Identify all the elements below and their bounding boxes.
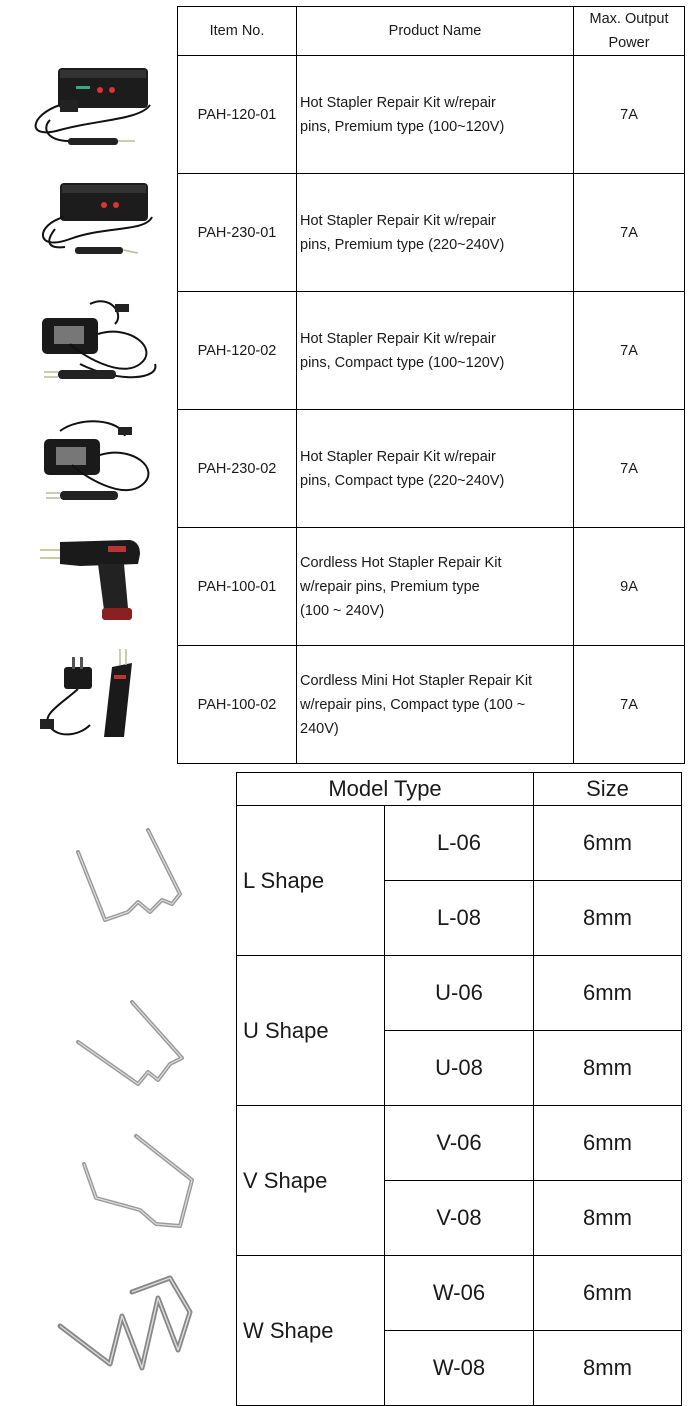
table-row bbox=[237, 806, 682, 881]
model-cell: W-08 bbox=[385, 1331, 534, 1406]
model-cell: V-08 bbox=[385, 1181, 534, 1256]
table-row bbox=[178, 56, 685, 174]
power-cell: 7A bbox=[574, 174, 685, 292]
item-no-cell: PAH-230-01 bbox=[178, 174, 297, 292]
table-row bbox=[178, 410, 685, 528]
table-row bbox=[178, 528, 685, 646]
header-power-line1: Max. Output bbox=[589, 11, 669, 27]
size-cell: 8mm bbox=[534, 1031, 682, 1106]
adapter-kit-icon bbox=[20, 411, 170, 511]
item-no-cell: PAH-230-02 bbox=[178, 410, 297, 528]
model-cell: L-06 bbox=[385, 806, 534, 881]
l-pin-icon bbox=[50, 820, 210, 950]
shape-cell: V Shape bbox=[237, 1106, 385, 1256]
product-name-line: pins, Compact type (220~240V) bbox=[300, 472, 505, 489]
size-cell: 8mm bbox=[534, 1331, 682, 1406]
v-pin-icon bbox=[50, 1128, 210, 1258]
item-no-cell: PAH-120-01 bbox=[178, 56, 297, 174]
product-name-cell bbox=[297, 56, 574, 174]
item-no-cell: PAH-100-02 bbox=[178, 646, 297, 764]
power-cell: 7A bbox=[574, 410, 685, 528]
product-name-line: Hot Stapler Repair Kit w/repair bbox=[300, 94, 496, 111]
shape-cell: L Shape bbox=[237, 806, 385, 956]
cordless-gun-icon bbox=[20, 528, 170, 628]
model-cell: U-08 bbox=[385, 1031, 534, 1106]
size-cell: 6mm bbox=[534, 1106, 682, 1181]
item-no-cell: PAH-120-02 bbox=[178, 292, 297, 410]
product-name-cell bbox=[297, 646, 574, 764]
product-name-line: pins, Compact type (100~120V) bbox=[300, 354, 505, 371]
table-row bbox=[237, 1106, 682, 1181]
table-header-row bbox=[178, 7, 685, 56]
product-name-line: w/repair pins, Premium type bbox=[300, 578, 480, 595]
product-name-line: pins, Premium type (100~120V) bbox=[300, 118, 505, 135]
desktop-kit-icon bbox=[20, 177, 170, 277]
product-name-line: 240V) bbox=[300, 720, 339, 737]
model-cell: L-08 bbox=[385, 881, 534, 956]
power-cell: 7A bbox=[574, 292, 685, 410]
product-name-line: Hot Stapler Repair Kit w/repair bbox=[300, 330, 496, 347]
table-row bbox=[178, 646, 685, 764]
product-name-line: (100 ~ 240V) bbox=[300, 602, 385, 619]
product-name-line: pins, Premium type (220~240V) bbox=[300, 236, 505, 253]
model-cell: V-06 bbox=[385, 1106, 534, 1181]
model-cell: W-06 bbox=[385, 1256, 534, 1331]
shape-cell: U Shape bbox=[237, 956, 385, 1106]
product-name-cell bbox=[297, 292, 574, 410]
header-item-no: Item No. bbox=[178, 7, 297, 56]
header-max-output-power bbox=[574, 7, 685, 56]
table-row bbox=[178, 174, 685, 292]
shape-cell: W Shape bbox=[237, 1256, 385, 1406]
product-name-cell bbox=[297, 528, 574, 646]
table-row bbox=[237, 956, 682, 1031]
header-product-name: Product Name bbox=[297, 7, 574, 56]
pin-table bbox=[236, 772, 682, 1406]
power-cell: 9A bbox=[574, 528, 685, 646]
header-model-type: Model Type bbox=[237, 773, 534, 806]
pin-table-header-row bbox=[237, 773, 682, 806]
model-cell: U-06 bbox=[385, 956, 534, 1031]
product-name-line: Cordless Mini Hot Stapler Repair Kit bbox=[300, 672, 533, 689]
product-name-cell bbox=[297, 174, 574, 292]
w-pin-icon bbox=[50, 1268, 210, 1398]
product-name-line: Hot Stapler Repair Kit w/repair bbox=[300, 448, 496, 465]
product-table bbox=[177, 6, 685, 764]
product-name-line: Cordless Hot Stapler Repair Kit bbox=[300, 554, 502, 571]
u-pin-icon bbox=[50, 992, 210, 1122]
adapter-kit-icon bbox=[20, 294, 170, 394]
desktop-kit-icon bbox=[20, 60, 170, 160]
product-name-line: w/repair pins, Compact type (100 ~ bbox=[300, 696, 526, 713]
power-cell: 7A bbox=[574, 56, 685, 174]
size-cell: 8mm bbox=[534, 1181, 682, 1256]
size-cell: 8mm bbox=[534, 881, 682, 956]
table-row bbox=[237, 1256, 682, 1331]
item-no-cell: PAH-100-01 bbox=[178, 528, 297, 646]
header-size: Size bbox=[534, 773, 682, 806]
table-row bbox=[178, 292, 685, 410]
header-power-line2: Power bbox=[608, 35, 650, 51]
power-cell: 7A bbox=[574, 646, 685, 764]
mini-stapler-icon bbox=[20, 645, 170, 745]
product-name-cell bbox=[297, 410, 574, 528]
size-cell: 6mm bbox=[534, 806, 682, 881]
product-name-line: Hot Stapler Repair Kit w/repair bbox=[300, 212, 496, 229]
size-cell: 6mm bbox=[534, 956, 682, 1031]
size-cell: 6mm bbox=[534, 1256, 682, 1331]
